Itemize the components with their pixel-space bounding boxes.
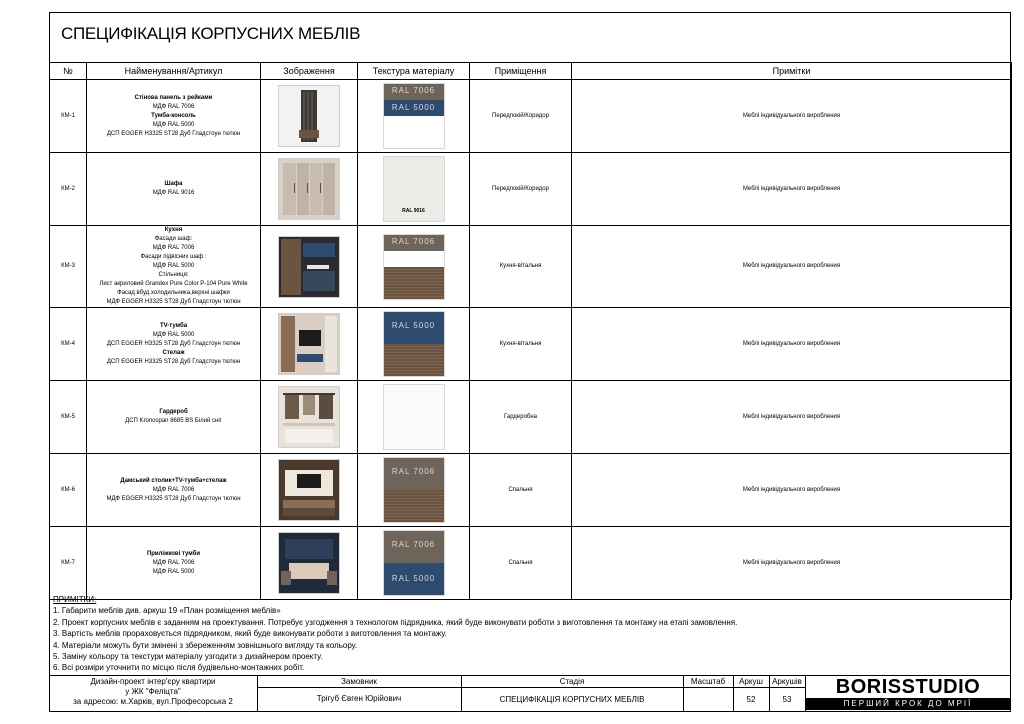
- row-note: Меблі індивідуального виробления: [572, 226, 1012, 308]
- row-id: КМ-6: [50, 454, 87, 527]
- row-id: КМ-2: [50, 153, 87, 226]
- row-texture: [358, 527, 470, 600]
- page-title: СПЕЦИФІКАЦІЯ КОРПУСНИХ МЕБЛІВ: [61, 24, 361, 43]
- notes-block: [49, 592, 1011, 674]
- row-room: Спальня: [470, 454, 572, 527]
- stage-value: СПЕЦИФІКАЦІЯ КОРПУСНИХ МЕБЛІВ: [499, 695, 645, 704]
- row-room: Передпокій/Коридор: [470, 153, 572, 226]
- studio-logo: [805, 676, 1011, 711]
- table-row: [50, 80, 1012, 153]
- sheet-number: 52: [746, 695, 756, 704]
- texture-swatch: RAL 7006 RAL 5000: [383, 530, 445, 596]
- table-row: [50, 226, 1012, 308]
- table-row: [50, 454, 1012, 527]
- row-texture: [358, 308, 470, 381]
- note-item: 3. Вартість меблів прораховується підрядником, який буде виконувати роботи з виготовлення та монтажу.: [53, 629, 447, 639]
- row-image: [261, 80, 358, 153]
- col-texture: Текстура матеріалу: [358, 63, 470, 80]
- sheets-label: Аркушів: [772, 677, 802, 686]
- row-note: Меблі індивідуального виробления: [572, 308, 1012, 381]
- row-id: КМ-7: [50, 527, 87, 600]
- sheet-label: Аркуш: [739, 677, 763, 686]
- furniture-image: [278, 313, 340, 375]
- row-room: Кухня-вітальня: [470, 226, 572, 308]
- row-id: КМ-4: [50, 308, 87, 381]
- texture-swatch: RAL 7006: [383, 234, 445, 300]
- col-image: Зображення: [261, 63, 358, 80]
- texture-swatch: RAL 9016: [383, 156, 445, 222]
- note-item: 1. Габарити меблів див. аркуш 19 «План розміщення меблів»: [53, 606, 281, 616]
- row-note: Меблі індивідуального виробления: [572, 80, 1012, 153]
- note-item: 5. Заміну кольору та текстури матеріалу узгодити з дизайнером проекту.: [53, 652, 323, 662]
- furniture-image: [278, 459, 340, 521]
- row-note: Меблі індивідуального виробления: [572, 454, 1012, 527]
- row-note: Меблі індивідуального виробления: [572, 153, 1012, 226]
- row-room: Передпокій/Коридор: [470, 80, 572, 153]
- row-note: Меблі індивідуального виробления: [572, 381, 1012, 454]
- row-image: [261, 527, 358, 600]
- table-row: [50, 308, 1012, 381]
- logo-tagline: ПЕРШИЙ КРОК ДО МРІЇ: [805, 698, 1011, 710]
- row-name: Приліжкові тумби МДФ RAL 7006 МДФ RAL 5000: [87, 527, 261, 600]
- row-id: КМ-3: [50, 226, 87, 308]
- furniture-image: [278, 386, 340, 448]
- col-number: №: [50, 63, 87, 80]
- row-image: [261, 381, 358, 454]
- row-image: [261, 454, 358, 527]
- row-texture: [358, 226, 470, 308]
- row-name: Кухня Фасади шаф: МДФ RAL 7006 Фасади підвісних шаф : МДФ RAL 5000 Стільниця: Лист акриловий Grandex Pure Color P-104 Pure White Фасад вбуд.холодильника,верхні шафки МДФ EGGER H3325 ST28 Дуб Гладстоун тютюн: [87, 226, 261, 308]
- customer-name: Трігуб Євген Юрійович: [316, 694, 402, 703]
- stage-label: Стадія: [559, 677, 585, 686]
- table-row: [50, 153, 1012, 226]
- scale-label: Масштаб: [690, 677, 726, 686]
- col-notes: Примітки: [572, 63, 1012, 80]
- row-texture: [358, 381, 470, 454]
- texture-swatch: [383, 384, 445, 450]
- texture-swatch: RAL 5000: [383, 311, 445, 377]
- row-texture: [358, 80, 470, 153]
- logo-name: BORISSTUDIO: [835, 676, 981, 698]
- project-info: Дизайн-проект інтер'єру квартири у ЖК "Феліцта" за адресою: м.Харків, вул.Професорська 2: [73, 677, 233, 706]
- note-item: 6. Всі розміри уточнити по місцю після будівельно-монтажних робіт.: [53, 663, 305, 673]
- row-room: Кухня-вітальня: [470, 308, 572, 381]
- note-item: 4. Матеріали можуть бути змінені з збереженням зовнішнього вигляду та кольору.: [53, 640, 358, 650]
- sheets-count: 53: [782, 695, 792, 704]
- customer-label: Замовник: [341, 677, 377, 686]
- row-name: Гардероб ДСП Kronospan 8685 BS Білий сніг: [87, 381, 261, 454]
- furniture-image: [278, 85, 340, 147]
- furniture-image: [278, 532, 340, 594]
- row-name: Стінова панель з рейками МДФ RAL 7006 Тумба-консоль МДФ RAL 5000 ДСП EGGER H3325 ST28 Дуб Гладстоун тютюн: [87, 80, 261, 153]
- row-room: Гардеробна: [470, 381, 572, 454]
- row-image: [261, 308, 358, 381]
- note-item: 2. Проект корпусних меблів є заданням на проектування. Потребує узгодження з технологом підрядника, який буде виконувати роботи з виготовлення та монтажу на етапі замовлення.: [53, 617, 738, 627]
- row-id: КМ-1: [50, 80, 87, 153]
- furniture-image: [278, 158, 340, 220]
- table-header: [50, 63, 1012, 80]
- row-image: [261, 153, 358, 226]
- furniture-image: [278, 236, 340, 298]
- table-row: [50, 381, 1012, 454]
- row-name: Шафа МДФ RAL 9016: [87, 153, 261, 226]
- notes-heading: ПРИМІТКИ:: [53, 595, 97, 604]
- texture-swatch: RAL 7006: [383, 457, 445, 523]
- col-name: Найменування/Артикул: [87, 63, 261, 80]
- row-name: Дамський столик+TV-тумба+стелаж МДФ RAL 7006 МДФ EGGER H3325 ST28 Дуб Гладстоун тютюн: [87, 454, 261, 527]
- row-texture: [358, 153, 470, 226]
- row-image: [261, 226, 358, 308]
- row-note: Меблі індивідуального виробления: [572, 527, 1012, 600]
- row-name: TV-тумба МДФ RAL 5000 ДСП EGGER H3325 ST28 Дуб Гладстоун тютюн Стелаж ДСП EGGER H3325 ST28 Дуб Гладстоун тютюн: [87, 308, 261, 381]
- row-id: КМ-5: [50, 381, 87, 454]
- spec-table: [49, 62, 1012, 600]
- texture-swatch: RAL 7006 RAL 5000: [383, 83, 445, 149]
- col-room: Приміщення: [470, 63, 572, 80]
- table-row: [50, 527, 1012, 600]
- row-room: Спальня: [470, 527, 572, 600]
- row-texture: [358, 454, 470, 527]
